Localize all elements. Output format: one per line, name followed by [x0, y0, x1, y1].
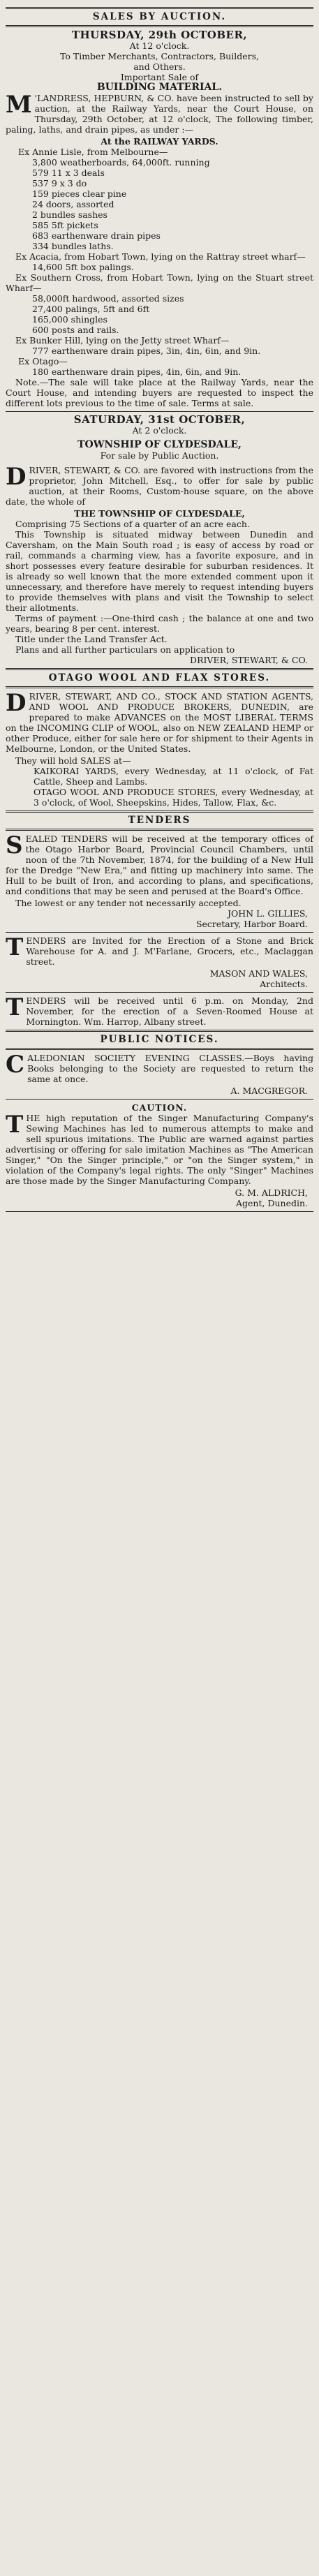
otago-sale: OTAGO WOOL AND PRODUCE STORES, every Wednesday, at 3 o'clock, of Wool, Sheepskins, Hides, Tallow, Flax, &c.: [34, 787, 313, 808]
ad-intro: [6, 691, 313, 754]
tender-signature: MASON AND WALES,: [209, 968, 308, 979]
ad-intro: [6, 465, 313, 507]
township-heading: THE TOWNSHIP OF CLYDESDALE,: [74, 508, 245, 519]
divider: [6, 1099, 313, 1100]
ad-note: Note.—The sale will take place at the Railway Yards, near the Court House, and intending buyers are requested to inspect the different lots previous to the time of sale. Terms at sale.: [6, 377, 313, 408]
lot-item: 180 earthenware drain pipes, 4in, 6in, and 9in.: [32, 367, 242, 377]
ad-audience-2: and Others.: [133, 61, 186, 72]
lot-list: [6, 262, 313, 272]
ad-time: At 12 o'clock.: [129, 40, 190, 51]
kaikorai-sale: KAIKORAI YARDS, every Wednesday, at 11 o'clock, of Fat Cattle, Sheep and Lambs.: [34, 766, 313, 787]
dropcap: T: [6, 993, 24, 1021]
ad-date: SATURDAY, 31st OCTOBER,: [73, 413, 246, 426]
lot-list: [6, 157, 313, 251]
tender-text: EALED TENDERS will be received at the temporary offices of the Otago Harbor Board, Provincial Council Chambers, until noon of the 7th November, 1874, for the building of a New Hull for the Dredge "New Era," and fitting up machinery into same. The Hull to be built of Iron, and according to plans, and specifications, and conditions that may be seen and perused at the Board's Office.: [6, 834, 313, 896]
ad-plans: Plans and all further particulars on application to: [15, 644, 235, 655]
dropcap: D: [6, 689, 27, 717]
lot-list: [6, 346, 313, 356]
ad-title: TOWNSHIP OF CLYDESDALE,: [77, 439, 242, 450]
dropcap: T: [6, 933, 24, 961]
ad-clydesdale: [6, 415, 313, 665]
lot-source: Ex Bunker Hill, lying on the Jetty street Wharf—: [15, 335, 230, 346]
tender-warehouse: [6, 935, 313, 989]
lot-item: 579 11 x 3 deals: [32, 168, 105, 178]
lot-item: 27,400 palings, 5ft and 6ft: [32, 304, 150, 314]
ad-title: BUILDING MATERIAL.: [96, 82, 223, 93]
section-header-wool: OTAGO WOOL AND FLAX STORES.: [48, 672, 271, 683]
ad-important: Important Sale of: [120, 72, 199, 82]
lot-source: Ex Southern Cross, from Hobart Town, lying on the Stuart street Wharf—: [6, 272, 313, 293]
lot-item: 585 5ft pickets: [32, 220, 98, 230]
lot-item: 2 bundles sashes: [32, 209, 107, 220]
ad-signature: DRIVER, STEWART, & CO.: [190, 655, 308, 665]
divider: [6, 829, 313, 831]
notice-body: [6, 1113, 313, 1186]
lot-item: 14,600 5ft box palings.: [32, 262, 134, 272]
notice-text: ALEDONIAN SOCIETY EVENING CLASSES.—Boys having Books belonging to the Society are requested to return the same at once.: [27, 1053, 313, 1084]
tender-body: [6, 831, 313, 896]
notice-caution: [6, 1102, 313, 1208]
ad-intro-text: 'LANDRESS, HEPBURN, & CO. have been instructed to sell by auction, at the Railway Yards, near the Court House, on Thursday, 29th October, at 12 o'clock, The following timber, paling, laths, and drain pipes, as under :—: [6, 93, 313, 135]
section-header-tenders: TENDERS: [128, 815, 191, 826]
lot-item: 3,800 weatherboards, 64,000ft. running: [32, 157, 210, 168]
tender-text: ENDERS are Invited for the Erection of a Stone and Brick Warehouse for A. and J. M'Farlane, Grocers, etc., Maclaggan street.: [26, 935, 313, 967]
ad-body: This Township is situated midway between Dunedin and Caversham, on the Main South road ; is easy of access by road or rail, commands a charming view, has a favorite exposure, and in short possesses every feature desirable for suburban residences. It is already so well known that the more extended comment upon it unnecessary, and therefore have merely to request intending buyers to provide themselves with plans and visit the Township to select their allotments.: [6, 529, 313, 613]
ad-building-material: [6, 30, 313, 408]
lot-item: 683 earthenware drain pipes: [32, 230, 161, 241]
tender-role: Architects.: [260, 979, 308, 989]
dropcap: T: [6, 1111, 24, 1139]
dropcap: D: [6, 463, 27, 491]
ad-wool-stores: [6, 691, 313, 808]
lot-item: 58,000ft hardwood, assorted sizes: [32, 293, 184, 304]
section-header-auction: SALES BY AUCTION.: [92, 11, 227, 22]
dropcap: M: [6, 91, 32, 119]
divider: [6, 411, 313, 412]
section-header-notices: PUBLIC NOTICES.: [100, 1034, 219, 1045]
tender-body: [6, 935, 313, 967]
lot-item: 600 posts and rails.: [32, 325, 119, 335]
divider: [6, 1048, 313, 1050]
divider: [6, 7, 313, 9]
lot-source: Ex Annie Lisle, from Melbourne—: [18, 147, 168, 157]
tender-text: ENDERS will be received until 6 p.m. on Monday, 2nd November, for the erection of a Seven-Roomed House at Mornington. Wm. Harrop, Albany street.: [26, 995, 313, 1027]
divider: [6, 668, 313, 670]
notice-role: Agent, Dunedin.: [236, 1198, 308, 1208]
ad-time: At 2 o'clock.: [132, 425, 187, 436]
lot-item: 777 earthenware drain pipes, 3in, 4in, 6in, and 9in.: [32, 346, 261, 356]
tender-role: Secretary, Harbor Board.: [195, 919, 308, 929]
tender-body: [6, 995, 313, 1027]
lot-source: Ex Otago—: [18, 356, 68, 367]
sales-line: They will hold SALES at—: [15, 755, 131, 766]
notice-body: [6, 1053, 313, 1084]
divider: [6, 932, 313, 933]
ad-subtitle: For sale by Public Auction.: [100, 450, 219, 461]
dropcap: C: [6, 1051, 25, 1079]
notice-caledonian: [6, 1053, 313, 1096]
divider: [6, 810, 313, 813]
ad-terms: Terms of payment :—One-third cash ; the balance at one and two years, bearing 8 per cent. interest.: [6, 613, 313, 634]
lot-item: 537 9 x 3 do: [32, 178, 87, 188]
tender-signature: JOHN L. GILLIES,: [228, 908, 308, 919]
lot-item: 334 bundles laths.: [32, 241, 114, 251]
dropcap: S: [6, 831, 23, 859]
ad-intro: [6, 93, 313, 135]
ad-title-note: Title under the Land Transfer Act.: [15, 634, 168, 644]
ad-intro-text: RIVER, STEWART, & CO. are favored with instructions from the proprietor, John Mitchell, Esq., to offer for sale by public auction, at their Rooms, Custom-house square, on the above date, the whole of: [6, 465, 313, 507]
lot-list: [6, 293, 313, 335]
lot-item: 159 pieces clear pine: [32, 188, 127, 199]
lot-source: Ex Acacia, from Hobart Town, lying on the Rattray street wharf—: [15, 251, 306, 262]
divider: [6, 992, 313, 993]
tender-lowest: The lowest or any tender not necessarily accepted.: [15, 898, 242, 908]
divider: [6, 1030, 313, 1032]
lot-item: 165,000 shingles: [32, 314, 107, 325]
lot-list: [6, 367, 313, 377]
divider: [6, 686, 313, 688]
notice-text: HE high reputation of the Singer Manufacturing Company's Sewing Machines has led to numerous attempts to make and sell spurious imitations. The Public are warned against parties advertising or offering for sale imitation Machines as "The American Singer," "On the Singer principle," or "on the Singer system," in violation of the Company's legal rights. The only "Singer" Machines are those made by the Singer Manufacturing Company.: [6, 1113, 313, 1186]
comprising-text: Comprising 75 Sections of a quarter of an acre each.: [15, 519, 250, 529]
notice-signature: A. MACGREGOR.: [230, 1086, 308, 1096]
tender-house: [6, 995, 313, 1027]
location-heading: At the RAILWAY YARDS.: [101, 136, 218, 147]
notice-signature: G. M. ALDRICH,: [235, 1187, 308, 1198]
lot-item: 24 doors, assorted: [32, 199, 114, 209]
divider: [6, 1211, 313, 1212]
divider: [6, 25, 313, 27]
ad-intro-text: RIVER, STEWART, AND CO., STOCK AND STATION AGENTS, AND WOOL AND PRODUCE BROKERS, DUNEDIN, are prepared to make ADVANCES on the MOST LIBERAL TERMS on the INCOMING CLIP of WOOL, also on NEW ZEALAND HEMP or other Produce, either for sale here or for shipment to their Agents in Melbourne, London, or the United States.: [6, 691, 313, 754]
tender-harbor-board: [6, 831, 313, 929]
ad-date: THURSDAY, 29th OCTOBER,: [71, 29, 248, 41]
notice-title: CAUTION.: [131, 1102, 188, 1113]
ad-audience: To Timber Merchants, Contractors, Builders,: [60, 51, 259, 61]
